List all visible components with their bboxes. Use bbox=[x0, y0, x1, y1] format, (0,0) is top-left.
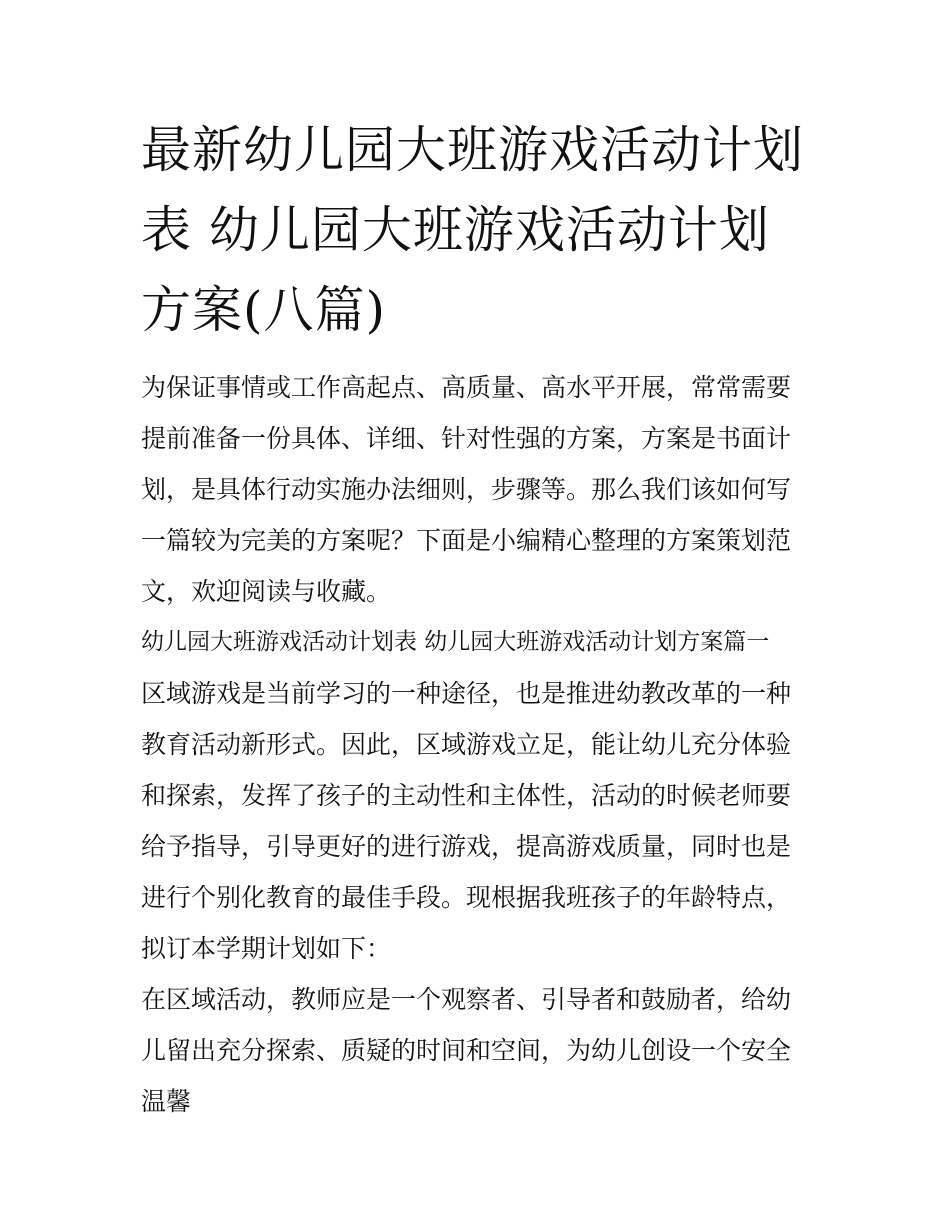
document-page bbox=[141, 110, 813, 1127]
body-paragraph-1: 区域游戏是当前学习的一种途径，也是推进幼教改革的一种教育活动新形式。因此，区域游戏立足，能让幼儿充分体验和探索，发挥了孩子的主动性和主体性，活动的时候老师要给予指导，引导更好的进行游戏，提高游戏质量，同时也是进行个别化教育的最佳手段。现根据我班孩子的年龄特点，拟订本学期计划如下： bbox=[141, 679, 792, 963]
intro-paragraph: 为保证事情或工作高起点、高质量、高水平开展，常常需要提前准备一份具体、详细、针对性强的方案，方案是书面计划，是具体行动实施办法细则，步骤等。那么我们该如何写一篇较为完美的方案呢？下面是小编精心整理的方案策划范文，欢迎阅读与收藏。 bbox=[141, 373, 792, 606]
body-paragraph-2: 在区域活动，教师应是一个观察者、引导者和鼓励者，给幼儿留出充分探索、质疑的时间和空间，为幼儿创设一个安全温馨 bbox=[141, 985, 792, 1116]
document-title: 最新幼儿园大班游戏活动计划表 幼儿园大班游戏活动计划方案(八篇) bbox=[141, 121, 804, 339]
section-heading: 幼儿园大班游戏活动计划表 幼儿园大班游戏活动计划方案篇一 bbox=[141, 629, 770, 655]
